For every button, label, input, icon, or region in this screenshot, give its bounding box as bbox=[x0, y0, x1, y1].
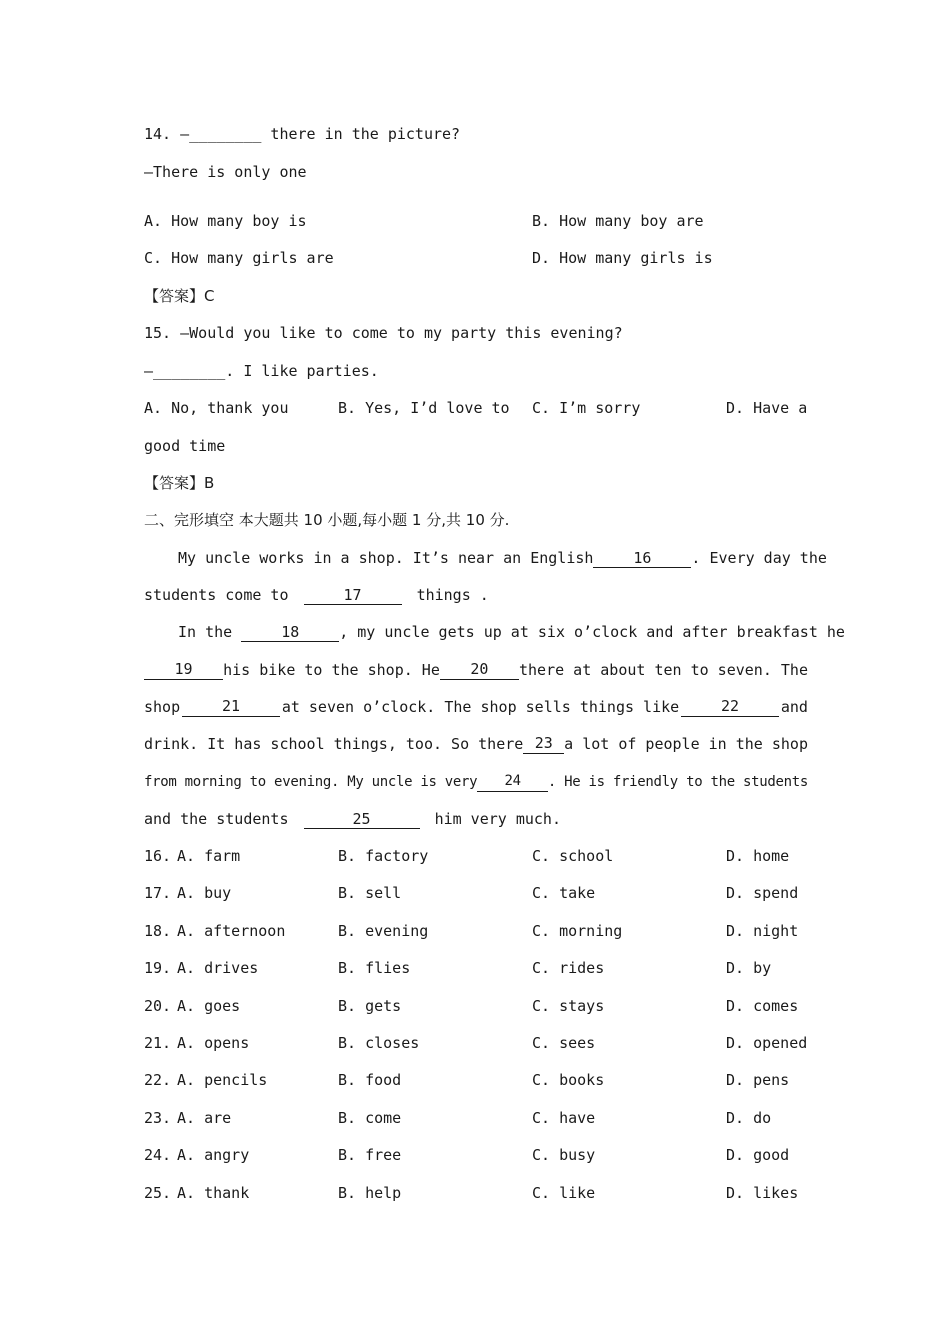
q15-stem: 15. —Would you like to come to my party this evening? bbox=[144, 324, 623, 342]
choice-b[interactable]: B. flies bbox=[338, 959, 411, 978]
choice-c[interactable]: C. morning bbox=[532, 921, 623, 940]
choice-c[interactable]: C. have bbox=[532, 1108, 596, 1127]
passage-line-7: from morning to evening. My uncle is very 24 . He is friendly to the students bbox=[144, 773, 808, 790]
choice-c[interactable]: C. books bbox=[532, 1071, 605, 1090]
choice-number: 16. bbox=[144, 847, 172, 865]
q14-rest: there in the picture? bbox=[261, 125, 461, 143]
choice-b[interactable]: B. food bbox=[338, 1071, 402, 1090]
blank-22[interactable]: 22 bbox=[681, 697, 779, 717]
choice-c[interactable]: C. sees bbox=[532, 1034, 596, 1052]
choice-row bbox=[144, 996, 808, 1016]
q15-option-d-wrap: good time bbox=[144, 437, 226, 455]
choice-number: 17. bbox=[144, 884, 172, 903]
choice-a[interactable]: A. farm bbox=[177, 847, 241, 865]
choice-d[interactable]: D. night bbox=[726, 921, 799, 940]
q14-stem bbox=[144, 124, 460, 144]
choice-b[interactable]: B. sell bbox=[338, 884, 402, 903]
choice-row bbox=[144, 1108, 808, 1128]
choice-b[interactable]: B. closes bbox=[338, 1034, 420, 1052]
passage-line-1: My uncle works in a shop. It’s near an English 16 . Every day the bbox=[178, 549, 827, 567]
choice-row bbox=[144, 883, 808, 903]
choice-row bbox=[144, 1145, 808, 1165]
q15-blank: ________ bbox=[153, 362, 226, 380]
choice-a[interactable]: A. angry bbox=[177, 1146, 250, 1165]
q14-option-a[interactable]: A. How many boy is bbox=[144, 212, 307, 230]
choice-row bbox=[144, 921, 808, 941]
choice-a[interactable]: A. afternoon bbox=[177, 921, 286, 940]
choice-row bbox=[144, 1033, 808, 1053]
q14-prefix: 14. — bbox=[144, 125, 190, 143]
choice-d[interactable]: D. by bbox=[726, 959, 772, 978]
passage-line-8: and the students 25 him very much. bbox=[144, 810, 561, 828]
choice-b[interactable]: B. gets bbox=[338, 996, 402, 1015]
choice-row bbox=[144, 1183, 808, 1203]
passage-line-6: drink. It has school things, too. So there 23 a lot of people in the shop bbox=[144, 734, 808, 753]
q15-option-b[interactable]: B. Yes, I’d love to bbox=[338, 399, 510, 417]
passage-line-2: students come to 17 things . bbox=[144, 586, 489, 604]
choice-d[interactable]: D. opened bbox=[726, 1034, 808, 1052]
blank-20[interactable]: 20 bbox=[440, 660, 519, 680]
choice-b[interactable]: B. evening bbox=[338, 921, 429, 940]
passage-line-5: shop 21 at seven o’clock. The shop sells things like 22 and bbox=[144, 697, 808, 716]
q15-answer: 【答案】B bbox=[144, 474, 215, 492]
choice-c[interactable]: C. take bbox=[532, 884, 596, 903]
choice-row bbox=[144, 958, 808, 978]
choice-a[interactable]: A. opens bbox=[177, 1034, 250, 1052]
blank-21[interactable]: 21 bbox=[182, 697, 280, 717]
choice-b[interactable]: B. come bbox=[338, 1108, 402, 1127]
choice-c[interactable]: C. stays bbox=[532, 996, 605, 1015]
q14-option-c[interactable]: C. How many girls are bbox=[144, 249, 334, 267]
choice-number: 20. bbox=[144, 996, 172, 1015]
choice-c[interactable]: C. busy bbox=[532, 1146, 596, 1165]
q14-reply: —There is only one bbox=[144, 163, 307, 181]
choice-b[interactable]: B. free bbox=[338, 1146, 402, 1165]
blank-24[interactable]: 24 bbox=[477, 772, 548, 792]
q14-answer: 【答案】C bbox=[144, 287, 215, 305]
section2-heading: 二、完形填空 本大题共 10 小题,每小题 1 分,共 10 分. bbox=[144, 511, 510, 529]
choice-a[interactable]: A. pencils bbox=[177, 1071, 268, 1090]
choice-c[interactable]: C. like bbox=[532, 1183, 596, 1202]
choice-number: 19. bbox=[144, 959, 172, 978]
choice-d[interactable]: D. spend bbox=[726, 884, 799, 903]
passage-line-3: In the 18 , my uncle gets up at six o’clock and after breakfast he bbox=[178, 623, 845, 641]
choice-d[interactable]: D. home bbox=[726, 847, 790, 865]
q15-option-c[interactable]: C. I’m sorry bbox=[532, 399, 641, 417]
choice-a[interactable]: A. are bbox=[177, 1108, 232, 1127]
choice-row bbox=[144, 1070, 808, 1090]
q14-option-d[interactable]: D. How many girls is bbox=[532, 249, 713, 267]
choice-row bbox=[144, 846, 808, 866]
choice-d[interactable]: D. do bbox=[726, 1108, 772, 1127]
q15-options-row bbox=[144, 398, 808, 418]
choice-d[interactable]: D. comes bbox=[726, 996, 799, 1015]
choice-c[interactable]: C. school bbox=[532, 847, 614, 865]
choice-number: 23. bbox=[144, 1108, 172, 1127]
blank-23[interactable]: 23 bbox=[523, 734, 564, 754]
choice-c[interactable]: C. rides bbox=[532, 959, 605, 978]
blank-18[interactable]: 18 bbox=[241, 623, 339, 642]
q14-options-row2 bbox=[144, 248, 808, 268]
choice-a[interactable]: A. buy bbox=[177, 884, 232, 903]
passage-line-4: 19 his bike to the shop. He 20 there at about ten to seven. The bbox=[144, 660, 808, 680]
blank-19[interactable]: 19 bbox=[144, 660, 223, 680]
q14-blank: ________ bbox=[189, 125, 262, 143]
choice-d[interactable]: D. likes bbox=[726, 1183, 799, 1202]
q15-option-a[interactable]: A. No, thank you bbox=[144, 399, 289, 417]
choice-a[interactable]: A. thank bbox=[177, 1183, 250, 1202]
blank-25[interactable]: 25 bbox=[304, 810, 420, 829]
choice-d[interactable]: D. pens bbox=[726, 1071, 790, 1090]
q14-option-b[interactable]: B. How many boy are bbox=[532, 212, 704, 230]
choice-number: 18. bbox=[144, 921, 172, 940]
choice-a[interactable]: A. drives bbox=[177, 959, 259, 978]
blank-16[interactable]: 16 bbox=[593, 549, 691, 568]
choice-b[interactable]: B. help bbox=[338, 1183, 402, 1202]
choice-a[interactable]: A. goes bbox=[177, 996, 241, 1015]
choice-b[interactable]: B. factory bbox=[338, 847, 429, 865]
q15-reply: —________. I like parties. bbox=[144, 362, 379, 380]
choice-number: 24. bbox=[144, 1146, 172, 1165]
choice-d[interactable]: D. good bbox=[726, 1146, 790, 1165]
choice-number: 21. bbox=[144, 1034, 172, 1052]
choice-number: 22. bbox=[144, 1071, 172, 1090]
q15-option-d[interactable]: D. Have a bbox=[726, 399, 808, 417]
q14-options-row1 bbox=[144, 211, 808, 231]
blank-17[interactable]: 17 bbox=[304, 586, 402, 605]
choice-number: 25. bbox=[144, 1183, 172, 1202]
